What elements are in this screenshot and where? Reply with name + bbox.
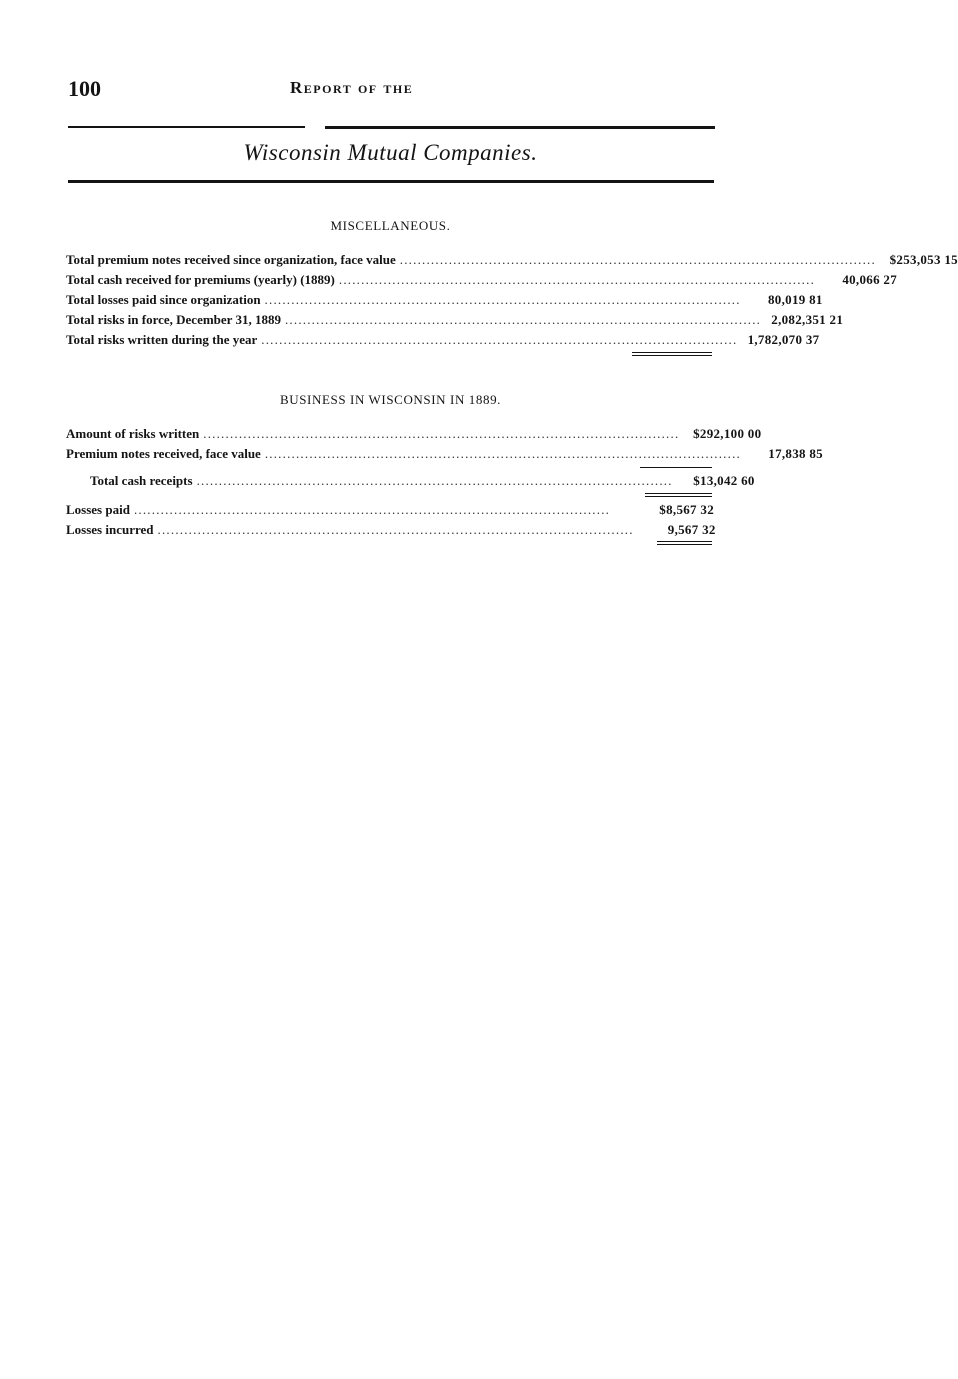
- table-row: [66, 250, 958, 270]
- section-title-rule: [68, 180, 714, 183]
- table-row: [66, 424, 762, 444]
- row-amount: 40,066 27: [842, 272, 898, 287]
- running-head: Report of the: [290, 78, 414, 97]
- row-amount: 17,838 85: [768, 446, 823, 461]
- row-amount: 1,782,070 37: [747, 332, 820, 347]
- section-title: Wisconsin Mutual Companies.: [243, 140, 538, 165]
- row-amount: $13,042 60: [693, 473, 755, 488]
- row-amount: 9,567 32: [667, 522, 716, 537]
- row-label: Amount of risks written: [66, 426, 200, 441]
- dot-leader: ...........................................................................................................: [264, 292, 741, 307]
- row-amount: $292,100 00: [693, 426, 762, 441]
- dot-leader: ...........................................................................................................: [157, 522, 634, 537]
- double-rule: [657, 541, 712, 545]
- row-label: Total cash receipts: [90, 473, 193, 488]
- row-amount: $8,567 32: [659, 502, 714, 517]
- total-row: [90, 471, 755, 491]
- table-row: [66, 270, 898, 290]
- row-label: Total risks written during the year: [66, 332, 258, 347]
- table-row: [66, 520, 714, 540]
- double-rule: [645, 493, 712, 497]
- row-amount: $253,053 15: [889, 252, 958, 267]
- double-rule: [632, 352, 712, 356]
- row-label: Total cash received for premiums (yearly) (1889): [66, 272, 335, 287]
- row-label: Losses paid: [66, 502, 130, 517]
- dot-leader: ...........................................................................................................: [261, 332, 738, 347]
- dot-leader: ...........................................................................................................: [264, 446, 741, 461]
- dot-leader: ...........................................................................................................: [284, 312, 762, 327]
- table-row: [66, 444, 823, 464]
- row-label: Total losses paid since organization: [66, 292, 261, 307]
- page-number: 100: [68, 76, 101, 101]
- row-label: Total risks in force, December 31, 1889: [66, 312, 281, 327]
- table-row: [66, 500, 714, 520]
- row-label: Total premium notes received since organization, face value: [66, 252, 396, 267]
- row-amount: 80,019 81: [768, 292, 823, 307]
- top-rule-right: [325, 126, 715, 129]
- dot-leader: ...........................................................................................................: [196, 473, 673, 488]
- dot-leader: ...........................................................................................................: [338, 272, 816, 287]
- table-row: [66, 330, 820, 350]
- table-row: [66, 290, 823, 310]
- dot-leader: ...........................................................................................................: [133, 502, 611, 517]
- table-row: [66, 310, 844, 330]
- row-amount: 2,082,351 21: [771, 312, 844, 327]
- sum-rule: [640, 467, 712, 468]
- row-label: Premium notes received, face value: [66, 446, 261, 461]
- row-label: Losses incurred: [66, 522, 154, 537]
- business-heading: BUSINESS IN WISCONSIN IN 1889.: [279, 392, 502, 407]
- dot-leader: ...........................................................................................................: [203, 426, 680, 441]
- dot-leader: ...........................................................................................................: [399, 252, 876, 267]
- miscellaneous-heading: MISCELLANEOUS.: [330, 218, 451, 233]
- top-rule-left: [68, 126, 305, 128]
